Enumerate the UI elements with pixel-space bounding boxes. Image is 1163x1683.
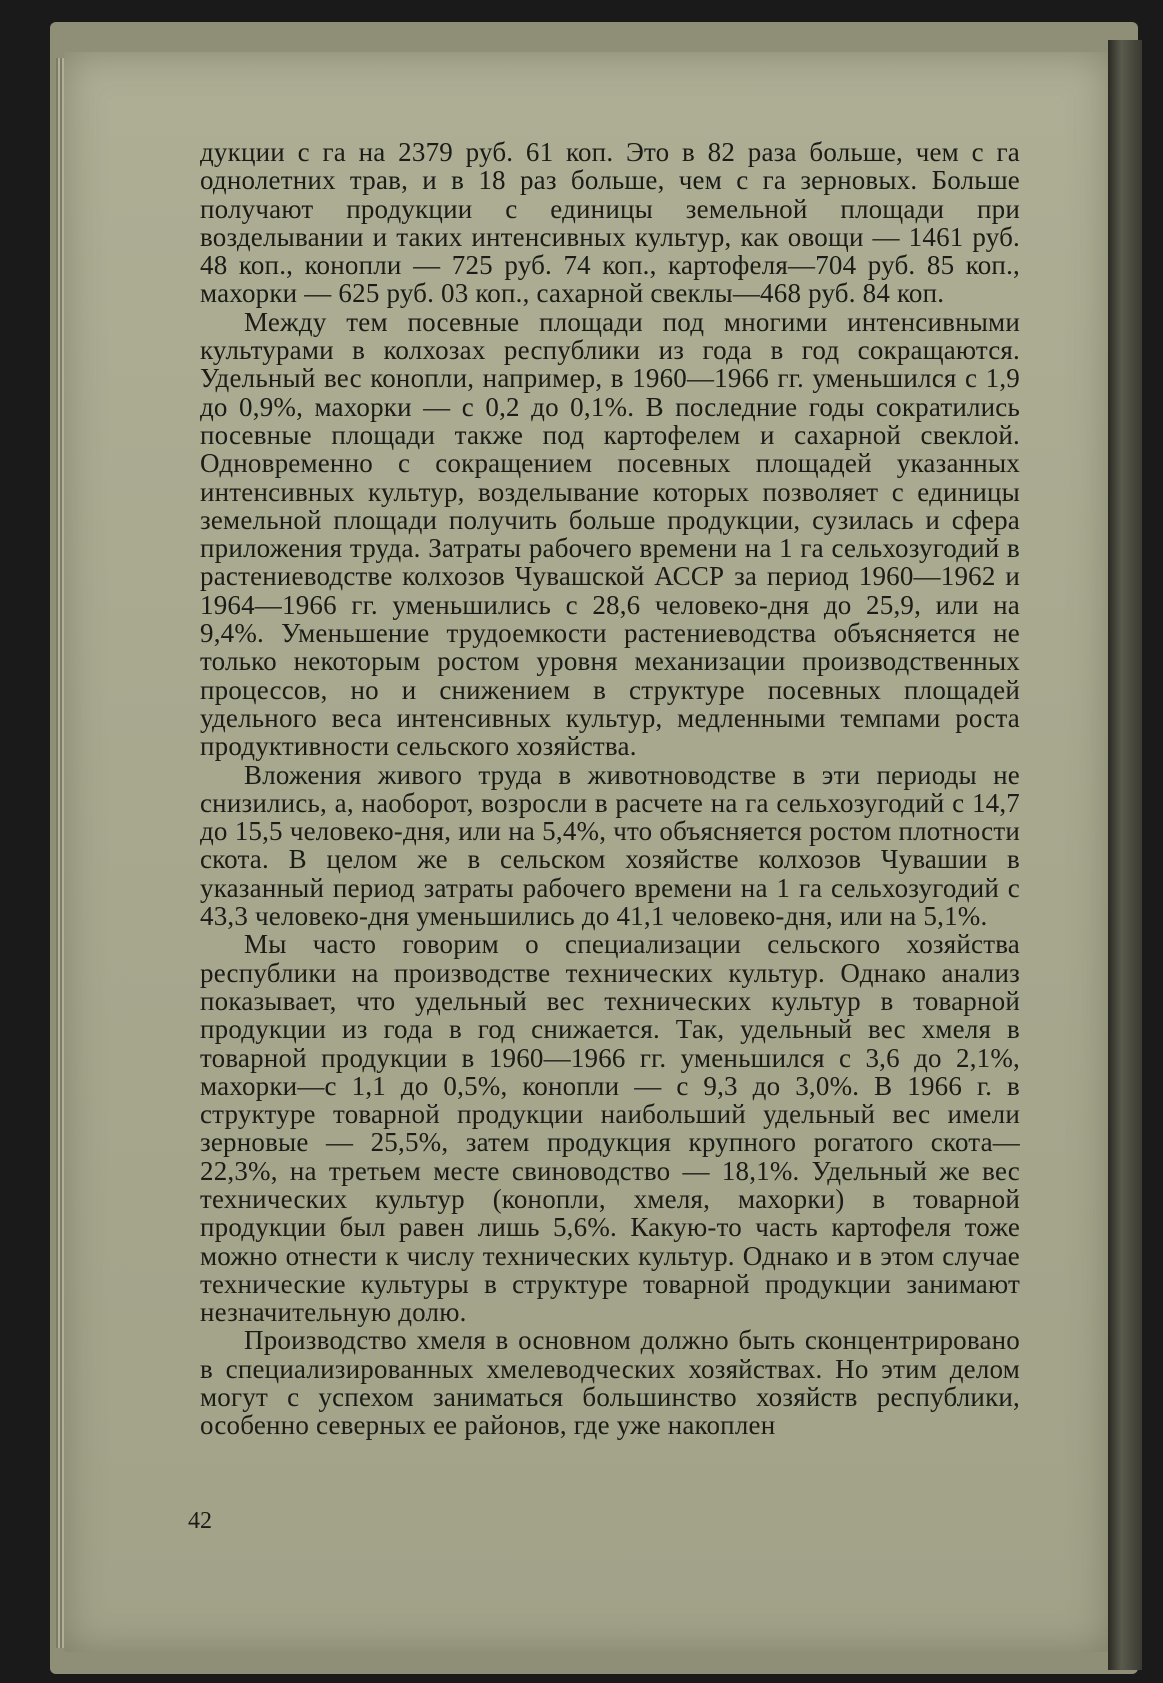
page-number: 42	[188, 1508, 212, 1534]
paragraph-5: Производство хмеля в основном должно быть сконцентрировано в специализированных хмелеводческих хозяйствах. Но этим делом могут с успехом заниматься большинство хозяйств республики, особенно северных ее районов, где уже накоплен	[200, 1325, 1020, 1441]
book-gutter	[1108, 40, 1142, 1670]
paragraph-2: Между тем посевные площади под многими интенсивными культурами в колхозах республики из года в год сокращаются. Удельный вес конопли, например, в 1960—1966 гг. уменьшился с 1,9 до 0,9%, махорки — с 0,2 до 0,1%. В последние годы сократились посевные площади также под картофелем и сахарной свеклой. Одновременно с сокращением посевных площадей указанных интенсивных культур, возделывание которых позволяет с единицы земельной площади получить больше продукции, сузилась и сфера приложения труда. Затраты рабочего времени на 1 га сельхозугодий в растениеводстве колхозов Чувашской АССР за период 1960—1962 и 1964—1966 гг. уменьшились с 28,6 человеко-дня до 25,9, или на 9,4%. Уменьшение трудоемкости растениеводства объясняется не только некоторым ростом уровня механизации производственных процессов, но и снижением в структуре посевных площадей удельного веса интенсивных культур, медленными темпами роста продуктивности сельского хозяйства.	[200, 306, 1020, 762]
body-text	[200, 138, 1020, 1440]
paragraph-4: Мы часто говорим о специализации сельского хозяйства республики на производстве технических культур. Однако анализ показывает, что удельный вес технических культур в товарной продукции из года в год снижается. Так, удельный вес хмеля в товарной продукции в 1960—1966 гг. уменьшился с 3,6 до 2,1%, махорки—с 1,1 до 0,5%, конопли — с 9,3 до 3,0%. В 1966 г. в структуре товарной продукции наибольший удельный вес имели зерновые — 25,5%, затем продукция крупного рогатого скота—22,3%, на третьем месте свиноводство — 18,1%. Удельный же вес технических культур (конопли, хмеля, махорки) в товарной продукции был равен лишь 5,6%. Какую-то часть картофеля тоже можно отнести к числу технических культур. Однако и в этом случае технические культуры в структуре товарной продукции занимают незначительную долю.	[200, 929, 1020, 1328]
paragraph-1: дукции с га на 2379 руб. 61 коп. Это в 82 раза больше, чем с га однолетних трав, и в 18 раз больше, чем с га зерновых. Больше получают продукции с единицы земельной площади при возделывании и таких интенсивных культур, как овощи — 1461 руб. 48 коп., конопли — 725 руб. 74 коп., картофеля—704 руб. 85 коп., махорки — 625 руб. 03 коп., сахарной свеклы—468 руб. 84 коп.	[200, 137, 1020, 309]
paragraph-3: Вложения живого труда в животноводстве в эти периоды не снизились, а, наоборот, возросли в расчете на га сельхозугодий с 14,7 до 15,5 человеко-дня, или на 5,4%, что объясняется ростом плотности скота. В целом же в сельском хозяйстве колхозов Чувашии в указанный период затраты рабочего времени на 1 га сельхозугодий с 43,3 человеко-дня уменьшились до 41,1 человеко-дня, или на 5,1%.	[200, 759, 1020, 932]
